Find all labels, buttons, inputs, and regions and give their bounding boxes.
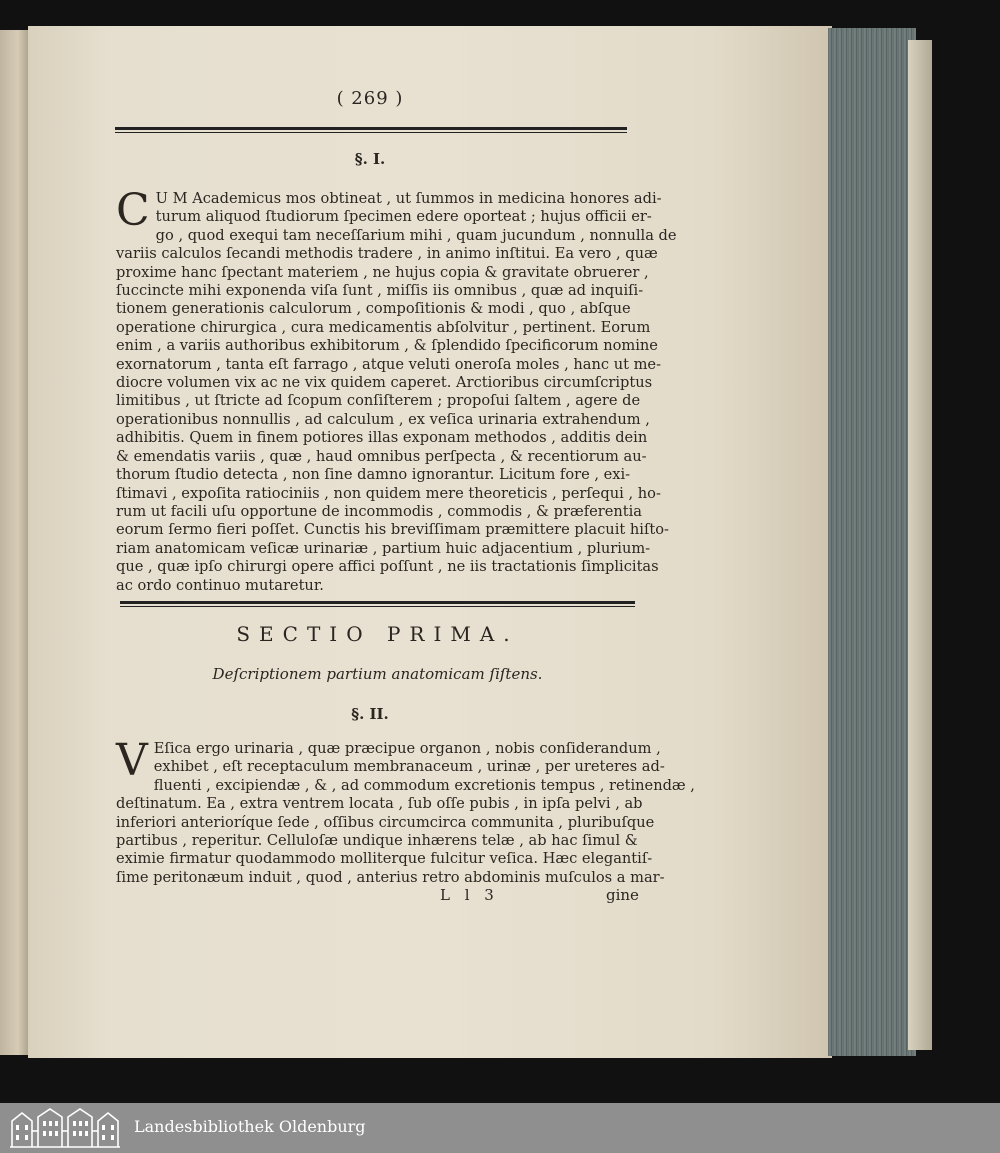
library-name: Landesbibliothek Oldenburg [134, 1117, 366, 1136]
signature-mark: L l 3 [440, 886, 499, 904]
book-cover-edge [908, 40, 932, 1050]
library-building-icon [8, 1107, 122, 1149]
text-line: deſtinatum. Ea , extra ventrem locata , ſub oſſe pubis , in ipſa pelvi , ab [116, 795, 643, 813]
text-line: eorum ſermo fieri poſſet. Cunctis his breviſſimam præmittere placuit hiſto- [116, 521, 669, 539]
section-1-text [116, 185, 677, 595]
section-rule [120, 601, 635, 607]
text-line: proxime hanc ſpectant materiem , ne hujus copia & gravitate obruerer , [116, 263, 649, 281]
dropcap-1: C [116, 185, 150, 236]
header-rule [115, 127, 627, 133]
section-number-2: §. II. [351, 705, 389, 723]
text-line: exhibet , eſt receptaculum membranaceum , urinæ , per ureteres ad- [153, 758, 665, 776]
section-number-1: §. I. [354, 150, 386, 168]
page-block-edge [828, 28, 916, 1056]
text-line: fluenti , excipiendæ , & , ad commodum excretionis tempus , retinendæ , [153, 776, 695, 794]
text-line: turum aliquod ſtudiorum ſpecimen edere oporteat ; hujus officii er- [155, 208, 652, 226]
page-number: ( 269 ) [336, 88, 404, 109]
text-line: operatione chirurgica , cura medicamentis abſolvitur , pertinent. Eorum [116, 318, 651, 336]
text-line: que , quæ ipſo chirurgi opere affici poſſunt , ne iis tractationis ſimplicitas [116, 558, 659, 576]
text-line: go , quod exequi tam neceſſarium mihi , quam jucundum , nonnulla de [155, 226, 677, 244]
text-line: tionem generationis calculorum , compoſitionis & modi , quo , abſque [116, 300, 631, 318]
text-line: limitibus , ut ſtricte ad ſcopum conſiſterem ; propoſui ſaltem , agere de [116, 392, 641, 410]
section-subtitle: Deſcriptionem partium anatomicam ſiſtens. [212, 665, 543, 683]
text-line: partibus , reperitur. Celluloſæ undique inhærens telæ , ab hac ſimul & [116, 832, 638, 850]
text-line: ſuccincte mihi exponenda viſa ſunt , miſſis iis omnibus , quæ ad inquiſi- [116, 282, 644, 300]
text-line: enim , a variis authoribus exhibitorum , & ſplendido ſpecificorum nomine [116, 337, 658, 355]
text-line: variis calculos ſecandi methodis tradere , in animo inſtitui. Ea vero , quæ [116, 245, 658, 263]
text-line: thorum ſtudio detecta , non ſine damno ignorantur. Licitum fore , exi- [116, 466, 631, 484]
text-line: riam anatomicam veſicæ urinariæ , partium huic adjacentium , plurium- [116, 539, 651, 557]
text-line: operationibus nonnullis , ad calculum , ex veſica urinaria extrahendum , [116, 410, 650, 428]
text-line: diocre volumen vix ac ne vix quidem caperet. Arctioribus circumſcriptus [116, 374, 653, 392]
text-line: ac ordo continuo mutaretur. [116, 576, 324, 594]
section-title: SECTIO PRIMA. [236, 622, 519, 646]
catchword: gine [606, 886, 639, 904]
text-line: U M Academicus mos obtineat , ut ſummos in medicina honores adi- [155, 190, 662, 207]
dropcap-2: V [116, 735, 148, 786]
text-line: ſtimavi , expoſita ratiociniis , non quidem mere theoreticis , perſequi , ho- [116, 484, 661, 502]
text-line: inferiori anterioríque ſede , oſſibus circumcirca communita , pluribuſque [116, 813, 655, 831]
section-2-text [116, 735, 695, 887]
text-line: & emendatis variis , quæ , haud omnibus perſpecta , & recentiorum au- [116, 447, 647, 465]
library-banner [0, 1103, 1000, 1153]
text-line: adhibitis. Quem in finem potiores illas exponam methodos , additis dein [116, 429, 648, 447]
text-line: rum ut facili uſu opportune de incommodis , commodis , & præferentia [116, 502, 642, 520]
text-line: eximie firmatur quodammodo molliterque fulcitur veſica. Hæc elegantiſ- [116, 850, 653, 868]
left-page-edge [0, 30, 30, 1055]
text-line: exornatorum , tanta eſt farrago , atque veluti oneroſa moles , hanc ut me- [116, 355, 661, 373]
text-line: Eſica ergo urinaria , quæ præcipue organon , nobis conſiderandum , [153, 740, 661, 757]
text-line: ſime peritonæum induit , quod , anterius retro abdominis muſculos a mar- [116, 868, 665, 886]
